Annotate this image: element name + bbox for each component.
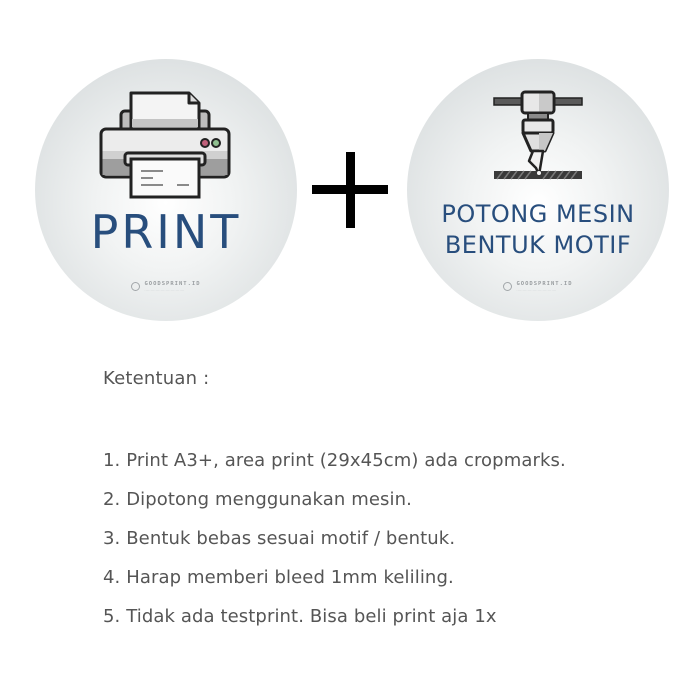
terms-heading: Ketentuan : [103,368,210,389]
brand-name: GOODSPRINT.ID [516,281,573,287]
brand-logo-icon [131,282,140,291]
brand-logo-icon [503,282,512,291]
brand-watermark [407,281,669,292]
cutting-machine-icon [493,89,583,181]
print-title: PRINT [90,205,242,259]
term-item: 5. Tidak ada testprint. Bisa beli print aja 1x [103,606,497,627]
cutting-title-line-1: POTONG MESIN [441,200,635,228]
print-badge [35,59,297,321]
cutting-badge [407,59,669,321]
brand-tagline: ................................ [144,288,185,292]
term-item: 4. Harap memberi bleed 1mm keliling. [103,567,454,588]
brand-tagline: ................................ [516,288,557,292]
printer-icon [97,89,233,199]
term-item: 1. Print A3+, area print (29x45cm) ada cropmarks. [103,450,566,471]
term-item: 2. Dipotong menggunakan mesin. [103,489,412,510]
brand-name: GOODSPRINT.ID [144,281,201,287]
brand-watermark [35,281,297,292]
cutting-title-line-2: BENTUK MOTIF [444,231,632,259]
term-item: 3. Bentuk bebas sesuai motif / bentuk. [103,528,456,549]
plus-icon [312,152,388,228]
